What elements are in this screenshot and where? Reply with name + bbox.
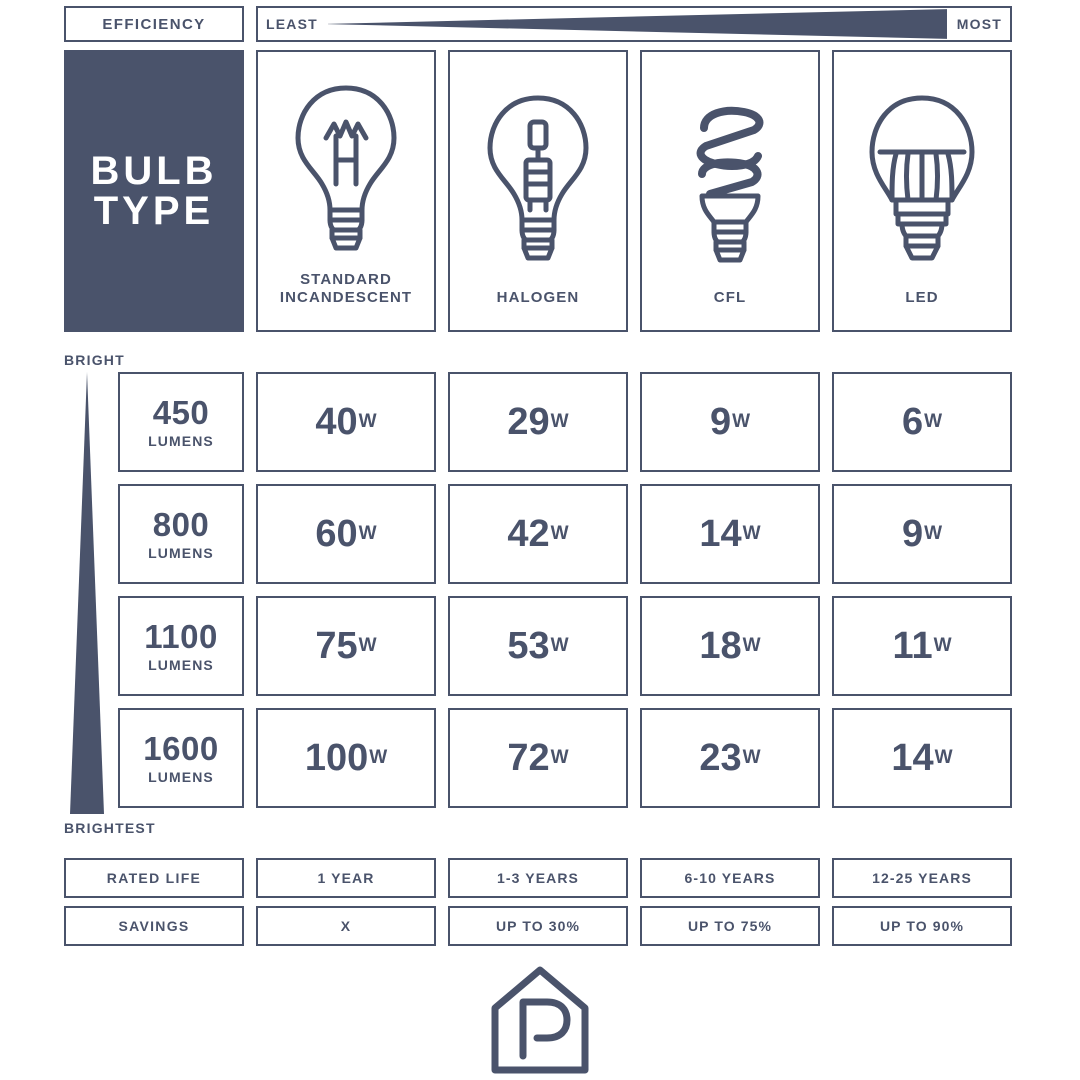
savings-led: UP TO 90% [832, 906, 1012, 946]
table-row [118, 372, 1012, 472]
led-bulb-icon [862, 66, 982, 289]
bulb-type-title-line1: BULB [90, 149, 218, 193]
watt-cell-incandescent: 40 W [256, 372, 436, 472]
watt-cell-cfl: 23 W [640, 708, 820, 808]
halogen-bulb-glyph [478, 88, 598, 268]
cfl-bulb-glyph [670, 88, 790, 268]
savings-incandescent: X [256, 906, 436, 946]
savings-halogen: UP TO 30% [448, 906, 628, 946]
bulb-type-led-label: LED [905, 289, 939, 307]
watt-cell-led: 6 W [832, 372, 1012, 472]
incandescent-bulb-icon [286, 66, 406, 271]
watt-cell-cfl: 9 W [640, 372, 820, 472]
brightness-wedge-icon [64, 372, 110, 814]
incandescent-bulb-glyph [286, 78, 406, 258]
house-p-logo-icon [485, 962, 595, 1074]
bulb-type-cfl [640, 50, 820, 332]
lumens-cell: 1600 LUMENS [118, 708, 244, 808]
savings-label: SAVINGS [64, 906, 244, 946]
watt-cell-led: 14 W [832, 708, 1012, 808]
rated-life-led: 12-25 YEARS [832, 858, 1012, 898]
halogen-bulb-icon [478, 66, 598, 289]
watt-cell-incandescent: 60 W [256, 484, 436, 584]
watt-cell-halogen: 53 W [448, 596, 628, 696]
bulb-type-cfl-label: CFL [713, 289, 747, 307]
bulb-type-led [832, 50, 1012, 332]
efficiency-scale [256, 6, 1012, 42]
watt-cell-halogen: 29 W [448, 372, 628, 472]
efficiency-most-label: MOST [947, 8, 1010, 40]
cfl-bulb-icon [670, 66, 790, 289]
rated-life-cfl: 6-10 YEARS [640, 858, 820, 898]
efficiency-least-label: LEAST [258, 16, 328, 32]
bulb-type-title [64, 50, 244, 332]
watt-cell-halogen: 42 W [448, 484, 628, 584]
rated-life-row [64, 858, 1012, 898]
watt-cell-incandescent: 100 W [256, 708, 436, 808]
lumens-cell: 1100 LUMENS [118, 596, 244, 696]
house-p-logo [0, 962, 1080, 1074]
watt-cell-cfl: 18 W [640, 596, 820, 696]
rated-life-label: RATED LIFE [64, 858, 244, 898]
brightness-bottom-label: BRIGHTEST [64, 820, 156, 836]
table-row [118, 596, 1012, 696]
watt-cell-cfl: 14 W [640, 484, 820, 584]
bulb-type-incandescent-label: STANDARD INCANDESCENT [279, 270, 413, 307]
wattage-grid [118, 372, 1012, 808]
lumens-cell: 450 LUMENS [118, 372, 244, 472]
savings-cfl: UP TO 75% [640, 906, 820, 946]
efficiency-row [64, 6, 1012, 42]
bulb-type-halogen [448, 50, 628, 332]
bulb-type-row [64, 50, 1012, 332]
table-row [118, 708, 1012, 808]
table-row [118, 484, 1012, 584]
rated-life-incandescent: 1 YEAR [256, 858, 436, 898]
rated-life-halogen: 1-3 YEARS [448, 858, 628, 898]
summary-rows [64, 858, 1012, 946]
brightness-top-label: BRIGHT [64, 352, 125, 368]
led-bulb-glyph [862, 88, 982, 268]
efficiency-wedge-icon [322, 8, 952, 40]
bulb-type-halogen-label: HALOGEN [496, 289, 580, 307]
watt-cell-led: 11 W [832, 596, 1012, 696]
watt-cell-halogen: 72 W [448, 708, 628, 808]
efficiency-label: EFFICIENCY [64, 6, 244, 42]
lumens-cell: 800 LUMENS [118, 484, 244, 584]
watt-cell-led: 9 W [832, 484, 1012, 584]
bulb-type-title-line2: TYPE [93, 189, 215, 233]
bulb-type-incandescent [256, 50, 436, 332]
watt-cell-incandescent: 75 W [256, 596, 436, 696]
savings-row [64, 906, 1012, 946]
